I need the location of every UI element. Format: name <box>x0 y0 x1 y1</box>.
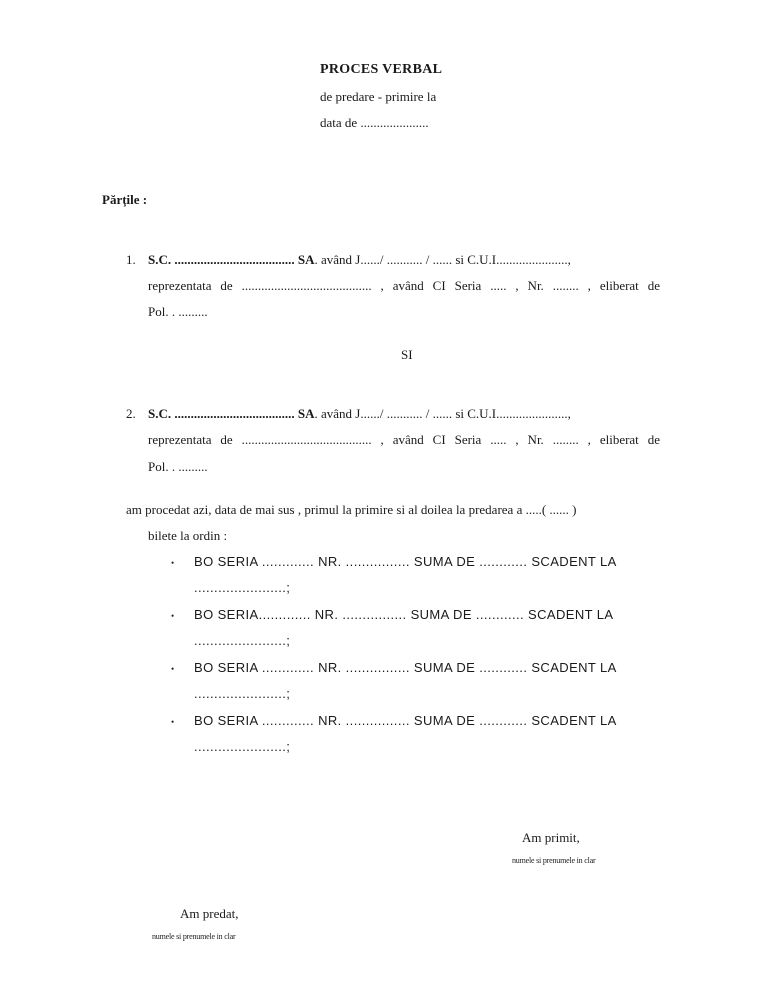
document-title: PROCES VERBAL <box>320 62 443 77</box>
bill-line2: .......................; <box>194 739 291 754</box>
bullet-icon: • <box>171 717 175 727</box>
party1-registry: . având J....../ ........... / ...... si C.U.I......................, <box>314 252 571 267</box>
bill-line1: BO SERIA ............. NR. ................ SUMA DE ............ SCADENT LA <box>194 660 617 675</box>
received-name-hint: numele si prenumele in clar <box>512 856 596 865</box>
document-date-line: data de ..................... <box>320 115 429 130</box>
conjunction-text: SI <box>401 347 413 362</box>
bill-line2: .......................; <box>194 580 291 595</box>
delivered-label: Am predat, <box>180 906 239 921</box>
bill-line2: .......................; <box>194 686 291 701</box>
party1-line2: reprezentata de ........................................ , având CI Seria ..... , Nr. ........ , eliberat de <box>148 278 660 293</box>
party2-line1 <box>148 406 660 422</box>
bill-line1: BO SERIA ............. NR. ................ SUMA DE ............ SCADENT LA <box>194 713 617 728</box>
party1-line1 <box>148 252 660 268</box>
statement-line2: bilete la ordin : <box>148 528 228 543</box>
bill-line1: BO SERIA............. NR. ................ SUMA DE ............ SCADENT LA <box>194 607 614 622</box>
bill-line1: BO SERIA ............. NR. ................ SUMA DE ............ SCADENT LA <box>194 554 617 569</box>
bullet-icon: • <box>171 558 175 568</box>
delivered-name-hint: numele si prenumele in clar <box>152 932 236 941</box>
party1-company: S.C. ..................................... SA <box>148 252 315 267</box>
bullet-icon: • <box>171 664 175 674</box>
party2-line3: Pol. . ......... <box>148 459 208 474</box>
statement-line1: am procedat azi, data de mai sus , primul la primire si al doilea la predarea a .....( ...... ) <box>126 502 577 517</box>
document-subtitle: de predare - primire la <box>320 89 437 104</box>
party2-line2: reprezentata de ........................................ , având CI Seria ..... , Nr. ........ , eliberat de <box>148 432 660 447</box>
bullet-icon: • <box>171 611 175 621</box>
party1-line3: Pol. . ......... <box>148 304 208 319</box>
party2-number: 2. <box>126 406 136 421</box>
party2-registry: . având J....../ ........... / ...... si C.U.I......................, <box>314 406 571 421</box>
party2-company: S.C. ..................................... SA <box>148 406 315 421</box>
parties-label: Părțile : <box>102 192 148 207</box>
bill-line2: .......................; <box>194 633 291 648</box>
party1-number: 1. <box>126 252 136 267</box>
received-label: Am primit, <box>522 830 580 845</box>
